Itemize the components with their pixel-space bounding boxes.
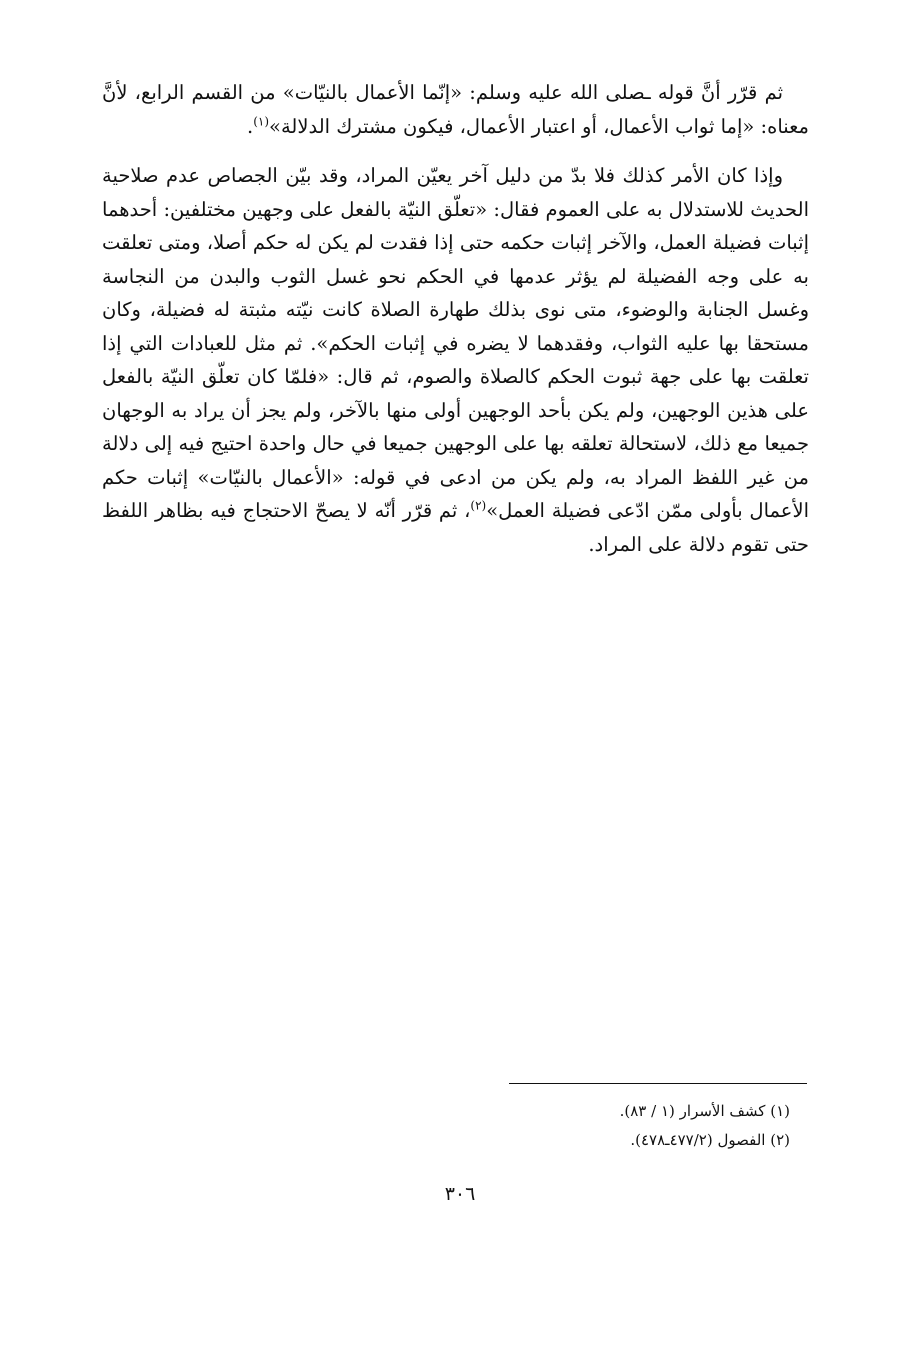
- footnote: (٢) الفصول (٤٧٧/٢ـ٤٧٨).: [630, 1131, 790, 1149]
- footnote: (١) كشف الأسرار (١ / ٨٣).: [619, 1102, 790, 1120]
- paragraph-text-end: ، ثم قرّر أنّه لا يصحّ الاحتجاج فيه بظاهر اللفظ حتى تقوم دلالة على المراد.: [102, 499, 809, 556]
- paragraph-text: ثم قرّر أنَّ قوله ـصلى الله عليه وسلم: «إنّما الأعمال بالنيّات» من القسم الرابع، لأنَّ معناه: «إما ثواب الأعمال، أو اعتبار الأعمال، فيكون مشترك الدلالة»: [102, 81, 809, 138]
- footnote-marker: (١): [253, 114, 270, 128]
- footnote-marker: (٢): [470, 498, 487, 513]
- main-text: [102, 76, 809, 577]
- footnote-separator: [509, 1083, 807, 1084]
- paragraph: [102, 159, 809, 561]
- paragraph-text: وإذا كان الأمر كذلك فلا بدّ من دليل آخر يعيّن المراد، وقد بيّن الجصاص عدم صلاحية الحديث للاستدلال به على العموم فقال: «تعلّق النيّة بالفعل على وجهين مختلفين: أحدهما إثبات فضيلة العمل، والآخر إثبات حكمه حتى إذا فقدت لم يكن له حكم أصلا، ومتى تعلقت به على وجه الفضيلة لم يؤثر عدمها في الحكم نحو غسل الثوب والبدن من النجاسة وغسل الجنابة والوضوء، متى نوى بذلك طهارة الصلاة كانت نيّته مثبتة له فضيلة، وكان مستحقا بها عليه الثواب، وفقدهما لا يضره في إثبات الحكم». ثم مثل للعبادات التي إذا تعلقت بها على جهة ثبوت الحكم كالصلاة والصوم، ثم قال: «فلمّا كان تعلّق النيّة بالفعل على هذين الوجهين، ولم يكن بأحد الوجهين أولى منها بالآخر، ولم يجز أن يراد به الوجهان جميعا مع ذلك، لاستحالة تعلقه بها على الوجهين جميعا في حال واحدة احتيج فيه إلى دلالة من غير اللفظ المراد به، ولم يكن من ادعى في قوله: «الأعمال بالنيّات» إثبات حكم الأعمال بأولى ممّن ادّعى فضيلة العمل»: [102, 164, 810, 522]
- page-number: ٣٠٦: [444, 1183, 476, 1205]
- footnotes: [420, 1097, 790, 1155]
- paragraph-text-end: .: [247, 114, 254, 138]
- paragraph: [102, 76, 809, 143]
